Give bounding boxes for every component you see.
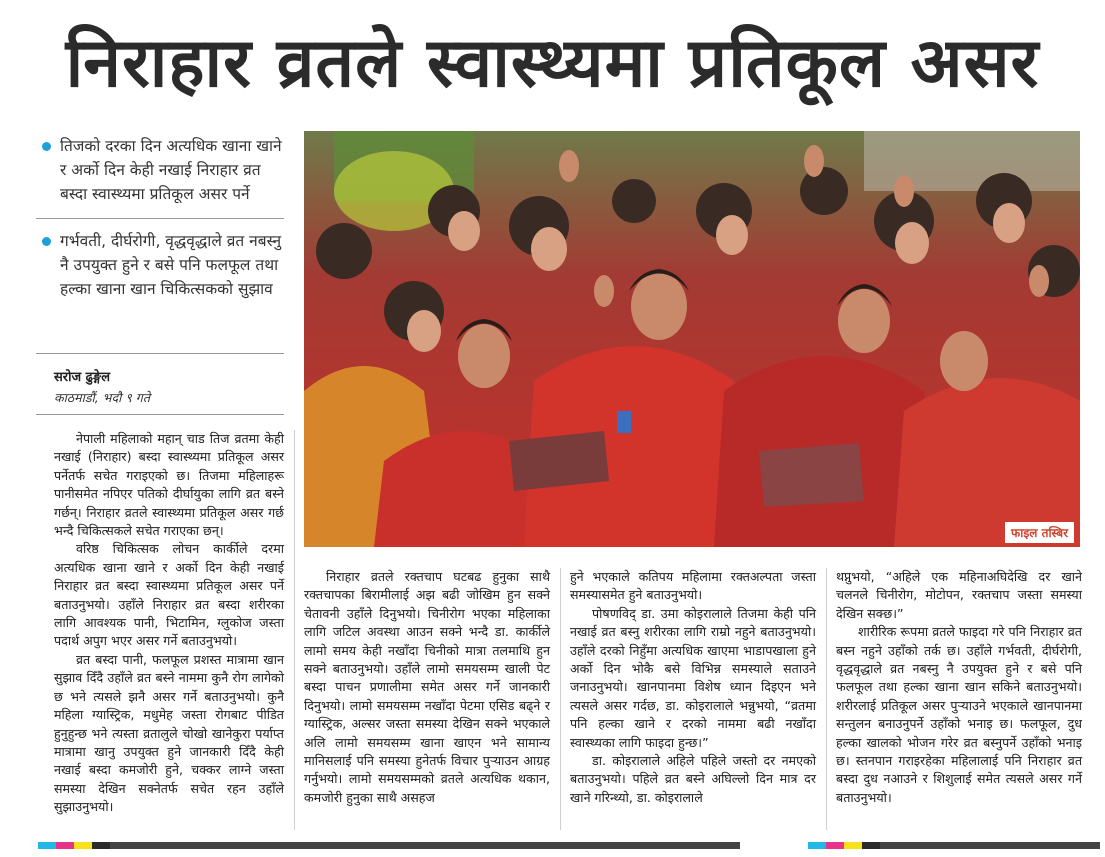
byline	[54, 368, 284, 408]
bullet-icon	[42, 237, 51, 246]
column-divider	[826, 568, 827, 830]
paragraph: हुने भएकाले कतिपय महिलामा रक्तअल्पता जस्ता समस्यासमेत हुने बताउनुभयो।	[570, 569, 816, 603]
article-column-2	[304, 568, 550, 807]
highlight-divider	[36, 218, 284, 219]
highlight-text: गर्भवती, दीर्घरोगी, वृद्धवृद्धाले व्रत नबस्नु नै उपयुक्त हुने र बसे पनि फलफूल तथा हल्का खाना खान चिकित्सकको सुझाव	[60, 232, 282, 298]
paragraph: डा. कोइरालाले अहिले पहिले जस्तो दर नमएको बताउनुभयो। पहिले व्रत बस्ने अघिल्लो दिन मात्र दर खाने गरिन्थ्यो, डा. कोइरालाले	[570, 753, 816, 805]
headline: निराहार व्रतले स्वास्थ्यमा प्रतिकूल असर	[65, 23, 1040, 103]
paragraph: थप्नुभयो, “अहिले एक महिनाअघिदेखि दर खाने चलनले चिनीरोग, मोटोपन, रक्तचाप जस्ता समस्या देखिन सक्छ।”	[836, 569, 1082, 621]
photo-caption: फाइल तस्बिर	[1005, 522, 1074, 543]
column-divider	[294, 430, 295, 830]
highlights-bottom-rule	[36, 353, 284, 354]
yellow-swatch	[74, 842, 92, 849]
cyan-swatch	[808, 842, 826, 849]
article-column-4	[836, 568, 1082, 807]
column-divider	[560, 568, 561, 830]
print-color-bar-right	[808, 842, 1100, 849]
paragraph: वरिष्ठ चिकित्सक लोचन कार्कीले दरमा अत्यधिक खाना खाने र अर्को दिन केही नखाई निराहार व्रत बस्दा स्वास्थ्यमा प्रतिकूल असर पर्ने बताउनुभयो। उहाँले निराहार व्रत बस्दा शरीरका लागि आवश्यक पानी, भिटामिन, ग्लुकोज जस्ता पदार्थ अपुग भएर असर गर्ने बताउनुभयो।	[54, 541, 284, 649]
print-color-bar-left	[38, 842, 740, 849]
black-swatch	[92, 842, 110, 849]
article-photo	[304, 131, 1080, 547]
highlight-item	[36, 223, 286, 311]
author-name: सरोज ढुङ्गेल	[54, 370, 111, 385]
byline-rule	[36, 414, 284, 415]
highlights-box	[36, 128, 286, 311]
black-swatch	[862, 842, 880, 849]
crowd-illustration	[304, 131, 1080, 547]
bullet-icon	[42, 142, 51, 151]
yellow-swatch	[844, 842, 862, 849]
paragraph: नेपाली महिलाको महान् चाड तिज व्रतमा केही नखाई (निराहार) बस्दा स्वास्थ्यमा प्रतिकूल असर पर्नेतर्फ सचेत गराइएको छ। तिजमा महिलाहरू पानीसमेत नपिएर पतिको दीर्घायुका लागि व्रत बस्ने गर्छन्। निराहार व्रतले स्वास्थ्यमा प्रतिकूल असर गर्छ भन्दै चिकित्सकले सचेत गराएका छन्।	[54, 431, 284, 539]
paragraph: पोषणविद् डा. उमा कोइरालाले तिजमा केही पनि नखाई व्रत बस्नु शरीरका लागि राम्रो नहुने बताउनुभयो। उहाँले दरको निहुँमा अत्यधिक खाएमा भाडापखाला हुने अर्को दिन भोकै बसे विभिन्न समस्याले सताउने जनाउनुभयो। खानपानमा विशेष ध्यान दिइएन भने त्यसले असर गर्दछ, डा. कोइरालाले भन्नुभयो, “व्रतमा पनि हल्का खाने र दरको नाममा बढी नखाँदा स्वास्थ्यका लागि फाइदा हुन्छ।”	[570, 605, 816, 750]
paragraph: निराहार व्रतले रक्तचाप घटबढ हुनुका साथै रक्तचापका बिरामीलाई अझ बढी जोखिम हुन सक्ने चेतावनी उहाँले दिनुभयो। चिनीरोग भएका महिलाका लागि जटिल अवस्था आउन सक्ने भन्दै डा. कार्कीले लामो समय केही नखाँदा चिनीको मात्रा तलमाथि हुन सक्ने बताउनुभयो। उहाँले लामो समयसम्म खाली पेट बस्दा पाचन प्रणालीमा समेत असर गर्ने जानकारी दिनुभयो। लामो समयसम्म नखाँदा पेटमा एसिड बढ्ने र ग्यास्ट्रिक, अल्सर जस्ता समस्या देखिन सक्ने भएकाले अलि लामो समयसम्म खाना खाएन भने सामान्य मानिसलाई पनि समस्या हुनेतर्फ विचार पुर्‍याउन आग्रह गर्नुभयो। लामो समयसम्मको व्रतले अत्यधिक थकान, कमजोरी हुनुका साथै असहज	[304, 569, 550, 805]
magenta-swatch	[826, 842, 844, 849]
article-column-1	[54, 430, 284, 817]
magenta-swatch	[56, 842, 74, 849]
black-rule	[880, 842, 1100, 849]
highlight-item	[36, 128, 286, 216]
black-rule	[110, 842, 740, 849]
highlight-text: तिजको दरका दिन अत्यधिक खाना खाने र अर्को दिन केही नखाई निराहार व्रत बस्दा स्वास्थ्यमा प्रतिकूल असर पर्ने	[60, 137, 282, 203]
cyan-swatch	[38, 842, 56, 849]
paragraph: व्रत बस्दा पानी, फलफूल प्रशस्त मात्रामा खान सुझाव दिँदै उहाँले व्रत बस्ने नाममा कुनै रोग लागेको छ भने त्यसले झनै असर गर्ने बताउनुभयो। कुनै महिला ग्यास्ट्रिक, मधुमेह जस्ता रोगबाट पीडित हुनुहुन्छ भने त्यस्ता व्रतालुले चोखो खानेकुरा पर्याप्त मात्रामा खानु उपयुक्त हुने जानकारी दिँदै केही नखाई बस्दा कमजोरी हुने, चक्कर लाग्ने जस्ता समस्या देखिन सक्नेतर्फ सचेत रहन उहाँले सुझाउनुभयो।	[54, 651, 284, 815]
paragraph: शारीरिक रूपमा व्रतले फाइदा गरे पनि निराहार व्रत बस्न नहुने उहाँको तर्क छ। उहाँले गर्भवती, दीर्घरोगी, वृद्धवृद्धाले व्रत नबस्नु नै उपयुक्त हुने र बसे पनि फलफूल तथा हल्का खाना खान सकिने बताउनुभयो। शरीरलाई प्रतिकूल असर पुर्‍याउने भएकाले खानपानमा सन्तुलन बनाउनुपर्ने उहाँको भनाइ छ। फलफूल, दुध हल्का खालको भोजन गरेर व्रत बस्नुपर्ने उहाँको भनाइ छ। स्तनपान गराइरहेका महिलालाई पनि निराहार व्रत बस्दा दुध नआउने र शिशुलाई समेत त्यसले असर गर्ने बताउनुभयो।	[836, 624, 1082, 805]
dateline: काठमाडौं, भदौ ९ गते	[54, 390, 150, 405]
article-column-3	[570, 568, 816, 807]
